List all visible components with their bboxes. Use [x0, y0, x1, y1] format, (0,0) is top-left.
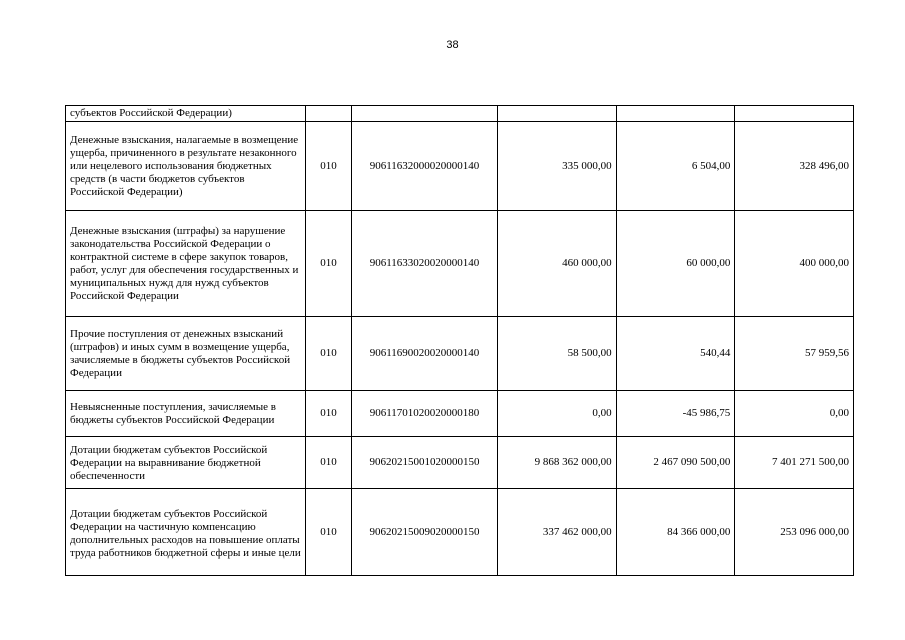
row-code: 010	[306, 391, 352, 437]
row-name: Невыясненные поступления, зачисляемые в бюджеты субъектов Российской Федерации	[66, 391, 306, 437]
page-number: 38	[446, 39, 459, 51]
row-kbk: 90611633020020000140	[352, 211, 498, 317]
table-row	[66, 391, 854, 437]
table-row	[66, 106, 854, 122]
row-approved	[498, 106, 617, 122]
row-approved: 337 462 000,00	[498, 489, 617, 576]
row-code: 010	[306, 122, 352, 211]
row-name: Дотации бюджетам субъектов Российской Федерации на выравнивание бюджетной обеспеченности	[66, 437, 306, 489]
row-kbk: 90611701020020000180	[352, 391, 498, 437]
row-kbk: 90611690020020000140	[352, 317, 498, 391]
row-unexecuted: 7 401 271 500,00	[735, 437, 854, 489]
table-row	[66, 437, 854, 489]
row-executed: 540,44	[616, 317, 735, 391]
row-code: 010	[306, 211, 352, 317]
row-executed: 60 000,00	[616, 211, 735, 317]
row-unexecuted: 328 496,00	[735, 122, 854, 211]
row-unexecuted: 253 096 000,00	[735, 489, 854, 576]
row-code: 010	[306, 437, 352, 489]
row-code: 010	[306, 489, 352, 576]
row-name: Прочие поступления от денежных взысканий (штрафов) и иных сумм в возмещение ущерба, зачисляемые в бюджеты субъектов Российской Федерации	[66, 317, 306, 391]
row-executed	[616, 106, 735, 122]
row-approved: 9 868 362 000,00	[498, 437, 617, 489]
row-unexecuted: 400 000,00	[735, 211, 854, 317]
row-executed: 6 504,00	[616, 122, 735, 211]
row-unexecuted: 0,00	[735, 391, 854, 437]
row-unexecuted	[735, 106, 854, 122]
table-row	[66, 122, 854, 211]
table-row	[66, 489, 854, 576]
row-unexecuted: 57 959,56	[735, 317, 854, 391]
budget-revenue-table	[65, 105, 854, 576]
row-name: Денежные взыскания (штрафы) за нарушение законодательства Российской Федерации о контрактной системе в сфере закупок товаров, работ, услуг для обеспечения государственных и муниципальных нужд для нужд субъектов Российской Федерации	[66, 211, 306, 317]
row-kbk: 90620215001020000150	[352, 437, 498, 489]
table-row	[66, 317, 854, 391]
row-executed: 84 366 000,00	[616, 489, 735, 576]
row-kbk: 90611632000020000140	[352, 122, 498, 211]
row-approved: 460 000,00	[498, 211, 617, 317]
row-executed: 2 467 090 500,00	[616, 437, 735, 489]
row-approved: 58 500,00	[498, 317, 617, 391]
row-name: Дотации бюджетам субъектов Российской Федерации на частичную компенсацию дополнительных расходов на повышение оплаты труда работников бюджетной сферы и иные цели	[66, 489, 306, 576]
row-executed: -45 986,75	[616, 391, 735, 437]
row-approved: 0,00	[498, 391, 617, 437]
row-approved: 335 000,00	[498, 122, 617, 211]
row-name: субъектов Российской Федерации)	[66, 106, 306, 122]
row-name: Денежные взыскания, налагаемые в возмещение ущерба, причиненного в результате незаконного или нецелевого использования бюджетных средств (в части бюджетов субъектов Российской Федерации)	[66, 122, 306, 211]
row-kbk: 90620215009020000150	[352, 489, 498, 576]
table-row	[66, 211, 854, 317]
row-code: 010	[306, 317, 352, 391]
row-code	[306, 106, 352, 122]
row-kbk	[352, 106, 498, 122]
